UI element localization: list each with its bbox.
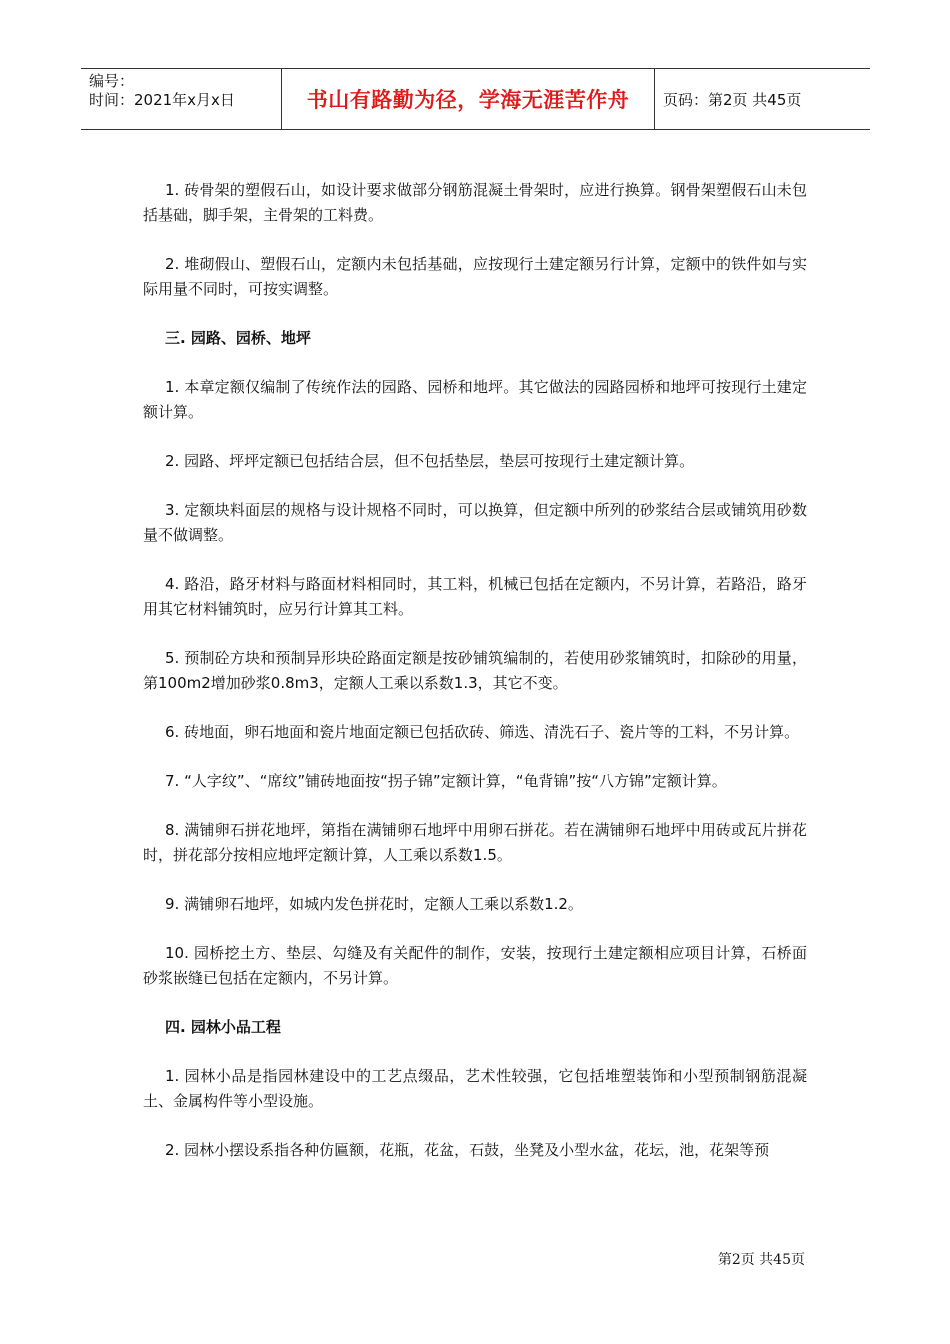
body-paragraph: 5. 预制砼方块和预制异形块砼路面定额是按砂铺筑编制的，若使用砂浆铺筑时，扣除砂的用量，第100m2增加砂浆0.8m3，定额人工乘以系数1.3，其它不变。 — [143, 649, 807, 692]
page-footer: 第2页 共45页 — [717, 1252, 805, 1268]
body-paragraph: 1. 本章定额仅编制了传统作法的园路、园桥和地坪。其它做法的园路园桥和地坪可按现行土建定额计算。 — [143, 378, 807, 421]
body-paragraph: 8. 满铺卵石拼花地坪，第指在满铺卵石地坪中用卵石拼花。若在满铺卵石地坪中用砖或瓦片拼花时，拼花部分按相应地坪定额计算，人工乘以系数1.5。 — [143, 821, 807, 864]
document-number-label: 编号： — [89, 72, 135, 90]
header-motto: 书山有路勤为径，学海无涯苦作舟 — [306, 88, 630, 112]
page-header — [81, 68, 870, 130]
body-paragraph: 9. 满铺卵石地坪，如城内发色拼花时，定额人工乘以系数1.2。 — [165, 895, 583, 913]
document-body — [143, 178, 807, 1187]
header-page-number: 页码：第2页 共45页 — [663, 90, 802, 109]
body-paragraph: 1. 园林小品是指园林建设中的工艺点缀品，艺术性较强，它包括堆塑装饰和小型预制钢筋混凝土、金属构件等小型设施。 — [143, 1067, 807, 1110]
header-page-cell — [655, 69, 870, 129]
body-paragraph: 2. 堆砌假山、塑假石山，定额内未包括基础，应按现行土建定额另行计算，定额中的铁件如与实际用量不同时，可按实调整。 — [143, 255, 807, 298]
header-motto-cell — [282, 69, 655, 129]
body-paragraph: 4. 路沿，路牙材料与路面材料相同时，其工料，机械已包括在定额内，不另计算，若路沿，路牙用其它材料铺筑时，应另行计算其工料。 — [143, 575, 807, 618]
body-paragraph: 7. “人字纹”、“席纹”铺砖地面按“拐子锦”定额计算，“龟背锦”按“八方锦”定额计算。 — [165, 772, 727, 790]
body-paragraph: 2. 园林小摆设系指各种仿匾额，花瓶，花盆，石鼓，坐凳及小型水盆，花坛，池，花架等预 — [165, 1141, 770, 1159]
body-paragraph: 6. 砖地面，卵石地面和瓷片地面定额已包括砍砖、筛选、清洗石子、瓷片等的工料，不另计算。 — [165, 723, 800, 741]
section-heading: 三. 园路、园桥、地坪 — [165, 329, 311, 347]
body-paragraph: 3. 定额块料面层的规格与设计规格不同时，可以换算，但定额中所列的砂浆结合层或铺筑用砂数量不做调整。 — [143, 501, 807, 544]
section-heading: 四. 园林小品工程 — [165, 1018, 281, 1036]
document-time-label: 时间：2021年x月x日 — [89, 91, 235, 109]
body-paragraph: 1. 砖骨架的塑假石山，如设计要求做部分钢筋混凝土骨架时，应进行换算。钢骨架塑假石山未包括基础，脚手架，主骨架的工料费。 — [143, 181, 807, 224]
body-paragraph: 2. 园路、坪坪定额已包括结合层，但不包括垫层，垫层可按现行土建定额计算。 — [165, 452, 695, 470]
body-paragraph: 10. 园桥挖土方、垫层、勾缝及有关配件的制作，安装，按现行土建定额相应项目计算，石桥面砂浆嵌缝已包括在定额内，不另计算。 — [143, 944, 807, 987]
header-meta-cell — [81, 69, 282, 129]
